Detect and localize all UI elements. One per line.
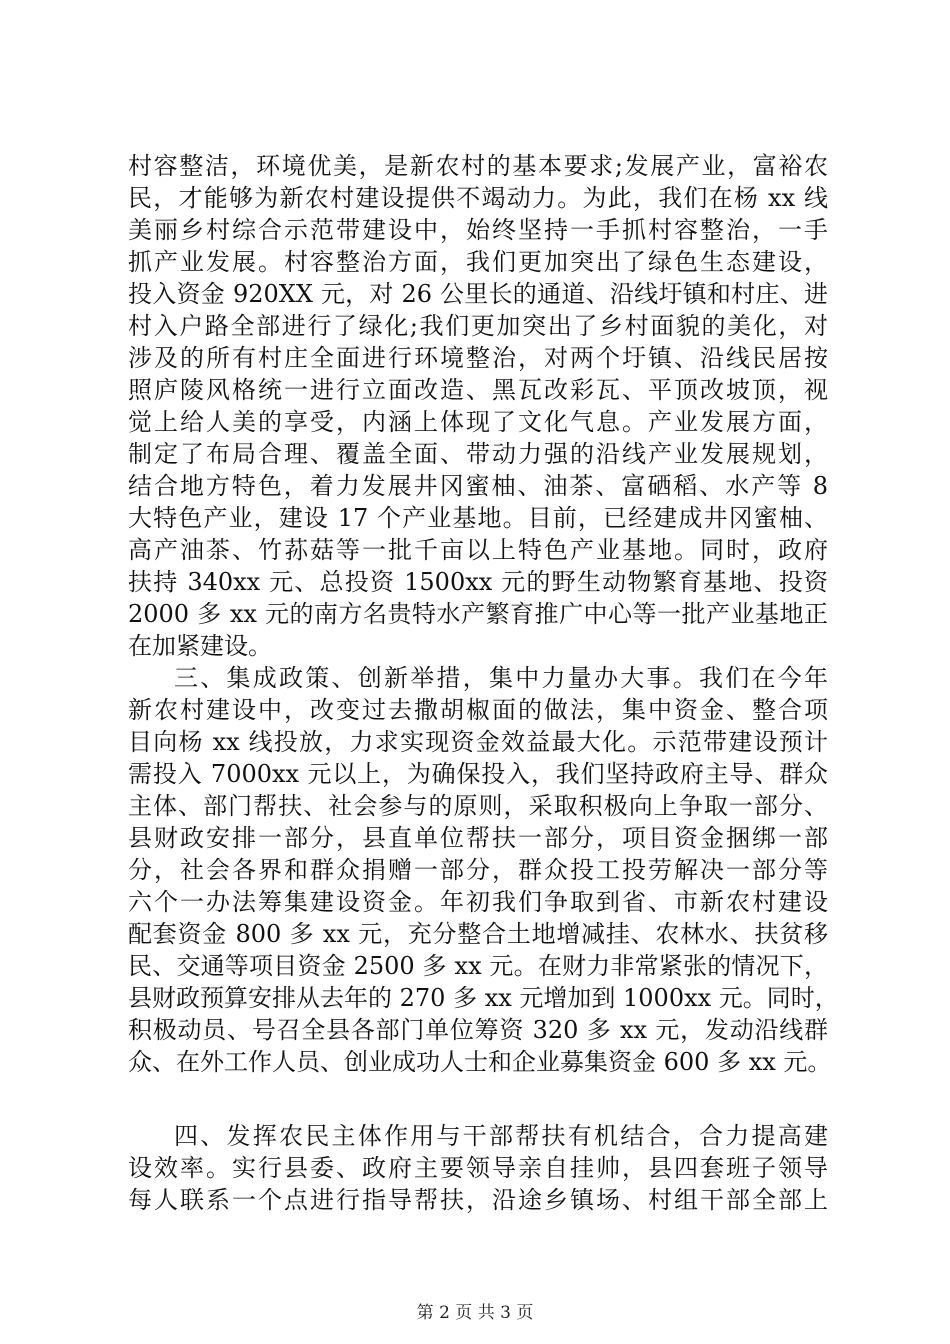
text-line: 大特色产业，建设 17 个产业基地。目前，已经建成井冈蜜柚、 bbox=[128, 504, 828, 532]
text-line: 设效率。实行县委、政府主要领导亲自挂帅，县四套班子领导 bbox=[128, 1154, 828, 1182]
text-line: 三、集成政策、创新举措，集中力量办大事。我们在今年 bbox=[174, 664, 828, 692]
text-line: 目向杨 xx 线投放，力求实现资金效益最大化。示范带建设预计 bbox=[128, 728, 828, 756]
text-line: 民，才能够为新农村建设提供不竭动力。为此，我们在杨 xx 线 bbox=[128, 184, 828, 212]
text-line: 涉及的所有村庄全面进行环境整治，对两个圩镇、沿线民居按 bbox=[128, 344, 828, 372]
paragraph-spacer bbox=[128, 1078, 828, 1120]
text-line: 县财政安排一部分，县直单位帮扶一部分，项目资金捆绑一部 bbox=[128, 824, 828, 852]
text-line: 主体、部门帮扶、社会参与的原则，采取积极向上争取一部分、 bbox=[128, 792, 828, 820]
text-line: 抓产业发展。村容整治方面，我们更加突出了绿色生态建设， bbox=[128, 248, 828, 276]
text-line: 2000 多 xx 元的南方名贵特水产繁育推广中心等一批产业基地正 bbox=[128, 600, 828, 628]
text-line: 民、交通等项目资金 2500 多 xx 元。在财力非常紧张的情况下， bbox=[128, 952, 828, 980]
text-line: 村容整洁，环境优美，是新农村的基本要求;发展产业，富裕农 bbox=[128, 152, 828, 180]
paragraph-3 bbox=[128, 662, 839, 1078]
text-line: 配套资金 800 多 xx 元，充分整合土地增减挂、农林水、扶贫移 bbox=[128, 920, 828, 948]
paragraph-4 bbox=[128, 1120, 828, 1216]
text-line: 六个一办法筹集建设资金。年初我们争取到省、市新农村建设 bbox=[128, 888, 828, 916]
text-line: 结合地方特色，着力发展井冈蜜柚、油茶、富硒稻、水产等 8 bbox=[128, 472, 828, 500]
page-footer bbox=[0, 1302, 950, 1324]
text-line: 投入资金 920XX 元，对 26 公里长的通道、沿线圩镇和村庄、进 bbox=[128, 280, 828, 308]
text-line: 需投入 7000xx 元以上，为确保投入，我们坚持政府主导、群众 bbox=[128, 760, 828, 788]
text-line: 美丽乡村综合示范带建设中，始终坚持一手抓村容整治，一手 bbox=[128, 216, 828, 244]
text-line: 众、在外工作人员、创业成功人士和企业募集资金 600 多 xx 元。 bbox=[128, 1048, 832, 1076]
paragraph-2 bbox=[128, 150, 828, 662]
text-line: 积极动员、号召全县各部门单位筹资 320 多 xx 元，发动沿线群 bbox=[128, 1016, 828, 1044]
text-line: 县财政预算安排从去年的 270 多 xx 元增加到 1000xx 元。同时， bbox=[128, 984, 839, 1012]
text-line: 四、发挥农民主体作用与干部帮扶有机结合，合力提高建 bbox=[174, 1122, 828, 1150]
text-line: 新农村建设中，改变过去撒胡椒面的做法，集中资金、整合项 bbox=[128, 696, 828, 724]
text-line: 每人联系一个点进行指导帮扶，沿途乡镇场、村组干部全部上 bbox=[128, 1186, 828, 1214]
text-line: 村入户路全部进行了绿化;我们更加突出了乡村面貌的美化，对 bbox=[128, 312, 828, 340]
text-line: 扶持 340xx 元、总投资 1500xx 元的野生动物繁育基地、投资 bbox=[128, 568, 828, 596]
text-line: 在加紧建设。 bbox=[128, 632, 272, 660]
text-line: 高产油茶、竹荪菇等一批千亩以上特色产业基地。同时，政府 bbox=[128, 536, 828, 564]
document-body bbox=[128, 150, 839, 1216]
text-line: 制定了布局合理、覆盖全面、带动力强的沿线产业发展规划， bbox=[128, 440, 828, 468]
text-line: 照庐陵风格统一进行立面改造、黑瓦改彩瓦、平顶改坡顶，视 bbox=[128, 376, 828, 404]
page-number-label: 第 2 页 共 3 页 bbox=[416, 1303, 534, 1323]
text-line: 分，社会各界和群众捐赠一部分，群众投工投劳解决一部分等 bbox=[128, 856, 828, 884]
text-line: 觉上给人美的享受，内涵上体现了文化气息。产业发展方面， bbox=[128, 408, 828, 436]
